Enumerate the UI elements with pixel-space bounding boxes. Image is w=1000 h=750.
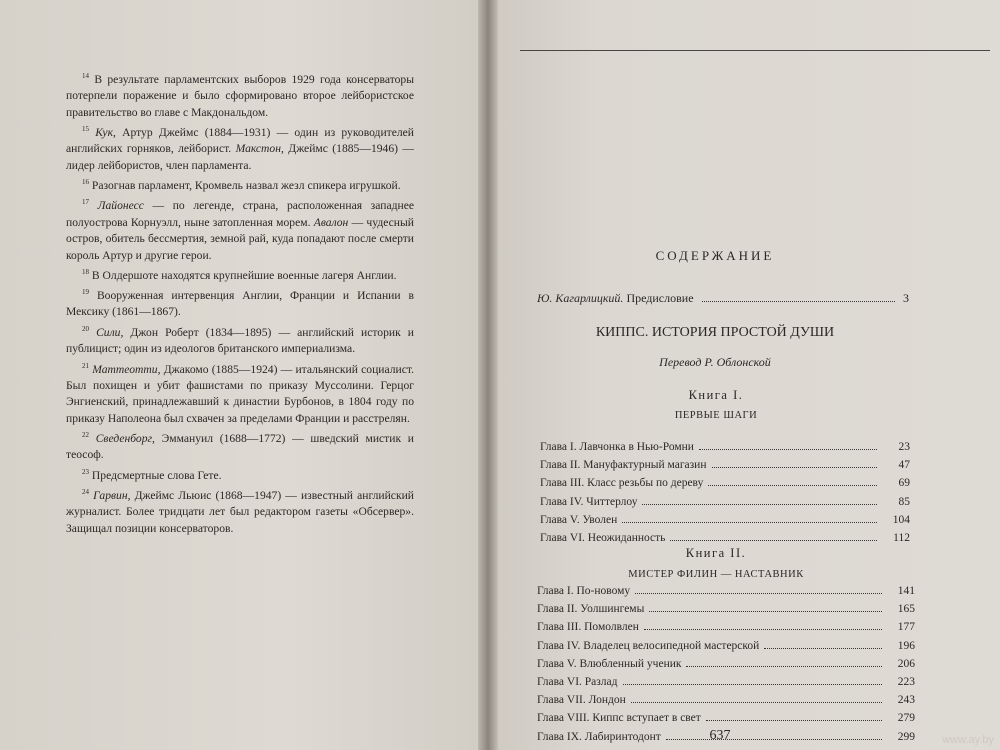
footnote-text: В результате парламентских выборов 1929 года консерваторы потерпели поражение и было сформировано второе лейбористское правительство во главе с Макдональдом. <box>66 72 414 119</box>
chapter-title: Глава I. Лавчонка в Нью-Ромни <box>540 441 694 453</box>
leader-dots <box>706 712 882 721</box>
toc-chapter-row <box>537 585 915 603</box>
footnote <box>66 284 414 321</box>
leader-dots <box>666 731 882 740</box>
footnote-name: Лайонесс <box>97 199 144 213</box>
chapter-page: 47 <box>898 459 910 472</box>
footnote-number: 15 <box>82 125 89 134</box>
chapter-title: Глава II. Уолшингемы <box>537 603 645 616</box>
chapter-page: 85 <box>898 495 910 508</box>
book-spine <box>478 0 498 750</box>
toc-chapter-row <box>540 496 910 514</box>
footnote-text: Артур Джеймс (1884—1931) — один из руководителей английских горняков, лейборист. <box>66 125 415 156</box>
footnote <box>66 321 414 358</box>
footnote-text: Джеймс Льюис (1868—1947) — известный английский журналист. Более тридцати лет был редактором газеты «Обсервер». Защищал позиции консерваторов. <box>66 488 414 535</box>
leader-dots <box>649 603 882 612</box>
preface-author: Ю. Кагарлицкий. <box>537 291 624 305</box>
toc-preface-row <box>537 291 909 306</box>
footnote <box>66 68 414 121</box>
chapter-page: 141 <box>897 585 915 597</box>
chapter-title: Глава VIII. Киппс вступает в свет <box>537 712 701 725</box>
footnote-number: 14 <box>82 72 89 80</box>
footnotes <box>66 68 414 537</box>
work-title: КИППС. ИСТОРИЯ ПРОСТОЙ ДУШИ <box>595 325 835 340</box>
chapter-page: 223 <box>897 675 915 688</box>
toc-chapter-row <box>537 640 915 658</box>
leader-dots <box>642 496 877 505</box>
chapter-page: 206 <box>897 657 915 670</box>
footnote <box>66 174 414 194</box>
footnote-number: 19 <box>82 288 89 297</box>
chapter-title: Глава IV. Владелец велосипедной мастерской <box>537 639 760 652</box>
leader-dots <box>644 621 882 630</box>
leader-dots <box>712 459 878 468</box>
footnote-number: 20 <box>82 324 89 333</box>
footnote <box>66 121 414 174</box>
footnote <box>66 264 414 284</box>
footnote-name: Сили, <box>96 325 124 339</box>
leader-dots <box>708 477 877 486</box>
footnote <box>66 194 414 263</box>
leader-dots <box>670 532 877 541</box>
footnote-number: 21 <box>82 361 89 370</box>
chapter-page: 69 <box>898 477 910 490</box>
chapter-title: Глава I. По-новому <box>537 585 631 597</box>
chapter-title: Глава III. Класс резьбы по дереву <box>540 477 704 490</box>
footnote <box>66 427 414 464</box>
toc-chapter-row <box>537 694 915 712</box>
header-rule <box>520 50 990 51</box>
footnote-text: — по легенде, страна, расположенная западнее полуострова Корнуэлл, ныне затопленная морем. <box>66 199 414 229</box>
footnote-name: Гарвин, <box>93 488 131 502</box>
chapter-page: 196 <box>897 639 915 652</box>
book2-label: Книга II. <box>685 546 747 560</box>
preface-page: 3 <box>903 291 909 305</box>
chapter-title: Глава V. Влюбленный ученик <box>537 657 682 670</box>
footnote-number: 23 <box>82 467 89 476</box>
chapter-title: Глава II. Мануфактурный магазин <box>540 459 707 472</box>
leader-dots <box>764 640 882 649</box>
book1-chapter-list <box>540 441 910 550</box>
footnote-name: Кук, <box>95 125 116 139</box>
watermark: www.ay.by <box>942 734 994 746</box>
chapter-title: Глава III. Помолвлен <box>537 621 639 634</box>
book2-subtitle: МИСТЕР ФИЛИН — НАСТАВНИК <box>628 569 804 580</box>
chapter-title: Глава VI. Неожиданность <box>540 531 666 544</box>
book1-label: Книга I. <box>688 388 744 402</box>
footnote-text: В Олдершоте находятся крупнейшие военные лагеря Англии. <box>91 268 397 282</box>
footnote-name: Макстон, <box>235 142 284 156</box>
toc-chapter-row <box>540 477 910 495</box>
toc-chapter-row <box>537 603 915 621</box>
translator: Перевод Р. Облонской <box>659 355 771 369</box>
toc-chapter-row <box>537 676 915 694</box>
footnote <box>66 484 414 537</box>
toc-chapter-row <box>537 621 915 639</box>
leader-dots <box>631 694 882 703</box>
leader-dots <box>635 585 882 594</box>
footnote <box>66 464 414 484</box>
footnote-text: Джеймс (1885—1946) — лидер лейбористов, член парламента. <box>66 142 414 172</box>
footnote-text: Джон Роберт (1834—1895) — английский историк и публицист; один из идеологов британского империализма. <box>66 325 414 356</box>
footnote-number: 16 <box>82 178 89 187</box>
chapter-page: 279 <box>897 712 915 725</box>
leader-dots <box>622 514 877 523</box>
leader-dots <box>702 292 895 302</box>
footnote-number: 24 <box>82 487 89 496</box>
toc-chapter-row <box>537 658 915 676</box>
chapter-page: 104 <box>892 513 910 526</box>
left-page <box>0 0 478 750</box>
chapter-page: 243 <box>897 694 915 707</box>
chapter-page: 112 <box>893 531 910 544</box>
toc-chapter-row <box>540 441 910 459</box>
leader-dots <box>686 658 882 667</box>
chapter-page: 165 <box>897 603 915 616</box>
chapter-title: Глава IV. Читтерлоу <box>540 495 638 508</box>
footnote-name: Сведенборг, <box>95 431 155 445</box>
toc-chapter-row <box>540 514 910 532</box>
footnote-number: 18 <box>82 267 89 276</box>
page-number: 637 <box>709 728 731 743</box>
chapter-page: 177 <box>897 621 915 634</box>
toc-heading: СОДЕРЖАНИЕ <box>655 248 775 263</box>
footnote-name: Авалон <box>313 215 349 229</box>
chapter-title: Глава IX. Лабиринтодонт <box>537 730 661 743</box>
footnote <box>66 358 414 427</box>
footnote-number: 17 <box>82 198 89 207</box>
leader-dots <box>699 441 877 450</box>
chapter-title: Глава VII. Лондон <box>537 694 626 707</box>
chapter-page: 23 <box>898 441 910 453</box>
footnote-text: Предсмертные слова Гете. <box>91 468 222 482</box>
footnote-name: Маттеотти, <box>92 362 161 376</box>
footnote-text: Вооруженная интервенция Англии, Франции и Испании в Мексику (1861—1867). <box>66 289 414 319</box>
preface-title: Предисловие <box>626 291 694 305</box>
chapter-page: 299 <box>897 730 915 743</box>
footnote-number: 22 <box>82 431 89 439</box>
book1-subtitle: ПЕРВЫЕ ШАГИ <box>674 410 758 421</box>
toc-chapter-row <box>540 459 910 477</box>
leader-dots <box>623 676 882 685</box>
chapter-title: Глава VI. Разлад <box>537 675 618 688</box>
footnote-text: Джакомо (1885—1924) — итальянский социалист. Был похищен и убит фашистами по приказу Муссолини. Герцог Энгиенский, принадлежавший к династии Бурбонов, в 1804 году по приказу Наполеона был схвачен за пределами Франции и расстрелян. <box>66 362 414 425</box>
footnote-text: Эммануил (1688—1772) — шведский мистик и теософ. <box>66 431 414 462</box>
footnote-text: — чудесный остров, обитель бессмертия, земной рай, куда попадают после смерти король Артур и другие герои. <box>66 215 414 262</box>
footnote-text: Разогнав парламент, Кромвель назвал жезл спикера игрушкой. <box>91 179 401 193</box>
book2-chapter-list <box>537 585 915 749</box>
chapter-title: Глава V. Уволен <box>540 513 618 526</box>
